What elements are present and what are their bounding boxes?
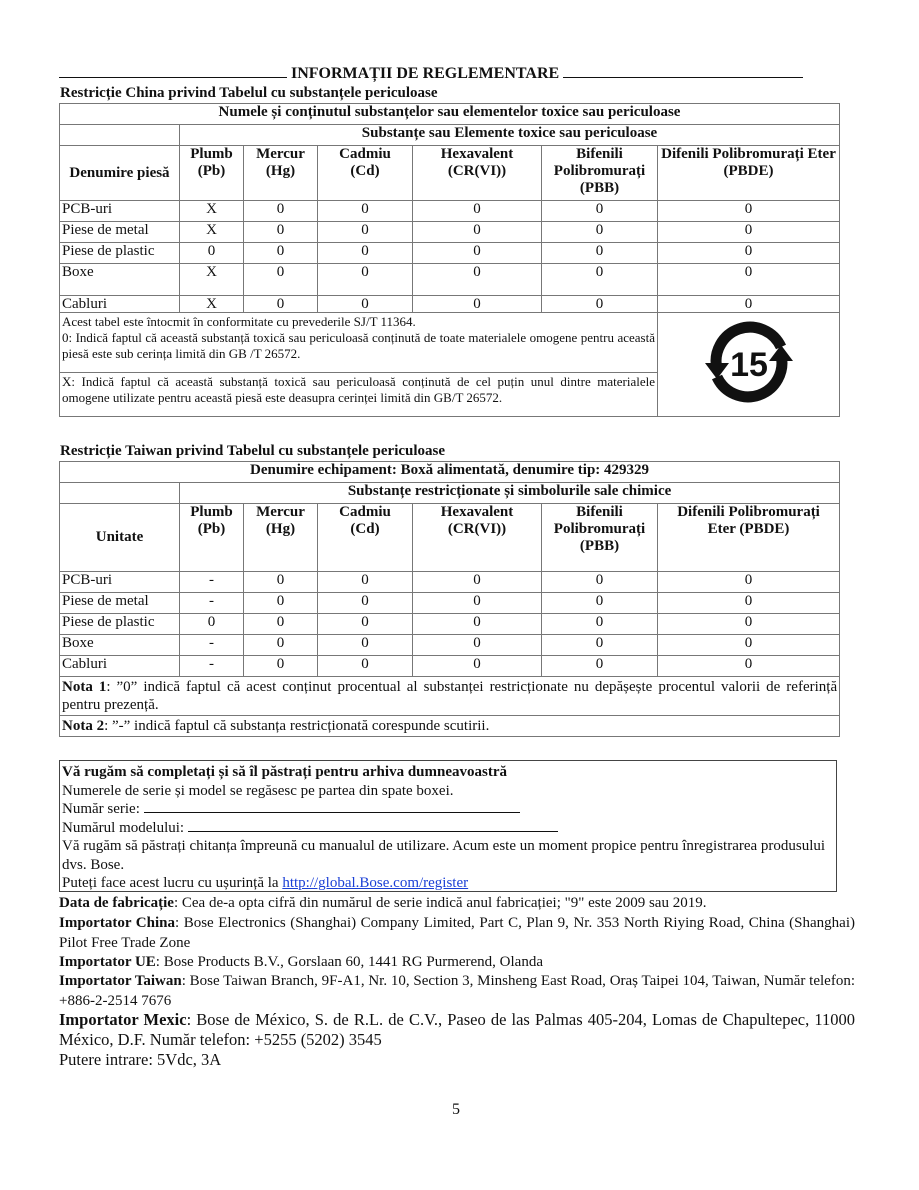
cell: 0 (658, 614, 840, 635)
cell: 0 (318, 593, 413, 614)
cell: 0 (542, 572, 658, 593)
model-label: Numărul modelului: (62, 819, 185, 836)
cell: 0 (542, 201, 658, 222)
col-header-hg: Mercur (Hg) (244, 504, 318, 572)
model-number-field[interactable] (188, 819, 558, 832)
cell: 0 (658, 572, 840, 593)
cell: 0 (658, 201, 840, 222)
col-header-pbde: Difenili Polibromurați Eter (PBDE) (658, 146, 840, 201)
cell: 0 (318, 572, 413, 593)
col-header-hg: Mercur (Hg) (244, 146, 318, 201)
china-heading: Restricție China privind Tabelul cu substanțele periculoase (60, 85, 438, 101)
cell: 0 (413, 593, 542, 614)
cell: 0 (180, 614, 244, 635)
cell: 0 (413, 614, 542, 635)
row-part: Cabluri (60, 296, 180, 313)
col-header-crvi: Hexavalent (CR(VI)) (413, 146, 542, 201)
cell: X (180, 201, 244, 222)
cell: 0 (244, 243, 318, 264)
table-row (60, 614, 840, 635)
row-part: Piese de plastic (60, 243, 180, 264)
cell: 0 (542, 296, 658, 313)
cell: 0 (318, 656, 413, 677)
table-row (60, 635, 840, 656)
row-part: Piese de plastic (60, 614, 180, 635)
china-note-0 (60, 313, 658, 373)
cell: 0 (542, 656, 658, 677)
title-rule-right (563, 64, 803, 78)
record-heading: Vă rugăm să completați și să îl păstrați pentru arhiva dumneavoastră (62, 764, 507, 780)
china-group-header: Substanțe sau Elemente toxice sau periculoase (180, 125, 840, 146)
cell: 0 (318, 635, 413, 656)
importer-china: Importator China: Bose Electronics (Shanghai) Company Limited, Part C, Plan 9, Nr. 353 North Riying Road, China (Shanghai) Pilot Free Trade Zone (59, 915, 855, 951)
cell: 0 (244, 201, 318, 222)
cell: 0 (318, 222, 413, 243)
china-note-x: X: Indică faptul că această substanță toxică sau periculoasă conținută de cel puțin unul dintre materialele omogene utilizate pentru această piesă este deasupra cerinței limită din GB/T 26572. (60, 373, 658, 417)
cell: 0 (658, 264, 840, 296)
cell: - (180, 635, 244, 656)
cell: 0 (180, 243, 244, 264)
cell: 0 (658, 656, 840, 677)
china-rohs-table (59, 103, 840, 417)
cell: 0 (244, 656, 318, 677)
taiwan-table-title: Denumire echipament: Boxă alimentată, denumire tip: 429329 (60, 462, 840, 483)
importer-eu: Importator UE: Bose Products B.V., Gorslaan 60, 1441 RG Purmerend, Olanda (59, 954, 543, 970)
cell: 0 (413, 656, 542, 677)
row-part: Boxe (60, 264, 180, 296)
china-table-title: Numele și conținutul substanțelor sau elementelor toxice sau periculoase (60, 104, 840, 125)
cell: 0 (244, 296, 318, 313)
register-link[interactable]: http://global.Bose.com/register (282, 875, 469, 891)
cell: 0 (542, 635, 658, 656)
register-text: Puteți face acest lucru cu ușurință la (62, 875, 283, 891)
col-header-crvi: Hexavalent (CR(VI)) (413, 504, 542, 572)
col-header-pbb: Bifenili Polibromurați (PBB) (542, 504, 658, 572)
cell: 0 (542, 264, 658, 296)
cell: 0 (542, 593, 658, 614)
cell: 0 (318, 201, 413, 222)
cell: 0 (413, 264, 542, 296)
cell: 0 (658, 635, 840, 656)
table-row (60, 656, 840, 677)
col-header-part: Denumire piesă (60, 146, 180, 201)
table-row (60, 201, 840, 222)
cell: 0 (413, 572, 542, 593)
eco-period-15-icon (699, 317, 799, 407)
record-line-3 (62, 874, 836, 893)
record-line-1: Numerele de serie și model se regăsesc pe partea din spate boxei. (62, 782, 454, 799)
cell: 0 (244, 572, 318, 593)
taiwan-rohs-table (59, 461, 840, 737)
page-title-text: INFORMAȚII DE REGLEMENTARE (291, 65, 560, 82)
table-row (60, 243, 840, 264)
note-zero: 0: Indică faptul că această substanță toxică sau periculoasă conținută de toate materialele omogene pentru această piesă este sub cerința limită din GB /T 26572. (62, 330, 655, 361)
serial-field-row (62, 800, 836, 819)
cell: - (180, 593, 244, 614)
cell: 0 (413, 243, 542, 264)
table-row (60, 572, 840, 593)
taiwan-note-2: Nota 2: ”-” indică faptul că substanța restricționată corespunde scutirii. (60, 716, 840, 737)
logo-cell (658, 313, 840, 417)
cell: 0 (244, 614, 318, 635)
col-header-cd: Cadmiu (Cd) (318, 146, 413, 201)
cell: - (180, 572, 244, 593)
taiwan-group-header: Substanțe restricționate și simbolurile sale chimice (180, 483, 840, 504)
table-row (60, 264, 840, 296)
cell: 0 (318, 614, 413, 635)
col-header-pb: Plumb (Pb) (180, 504, 244, 572)
cell: 0 (318, 296, 413, 313)
empty-cell (60, 125, 180, 146)
serial-label: Număr serie: (62, 801, 140, 817)
cell: 0 (244, 264, 318, 296)
importer-taiwan: Importator Taiwan: Bose Taiwan Branch, 9F-A1, Nr. 10, Section 3, Minsheng East Road, Oraș Taipei 104, Taiwan, Număr telefon: +886-2-2514 7676 (59, 973, 855, 1009)
title-rule-left (59, 64, 287, 78)
cell: 0 (244, 222, 318, 243)
cell: 0 (542, 614, 658, 635)
taiwan-note-1: Nota 1: ”0” indică faptul că acest conținut procentual al substanței restricționate nu depășește procentul valorii de referință pentru prezență. (60, 677, 840, 716)
cell: 0 (658, 296, 840, 313)
cell: 0 (318, 264, 413, 296)
cell: 0 (413, 635, 542, 656)
cell: 0 (658, 243, 840, 264)
cell: 0 (658, 593, 840, 614)
cell: 0 (244, 635, 318, 656)
record-line-2: Vă rugăm să păstrați chitanța împreună cu manualul de utilizare. Acum este un moment propice pentru înregistrarea produsului dvs. Bose. (62, 838, 826, 873)
cell: X (180, 296, 244, 313)
page-number: 5 (452, 1101, 460, 1118)
taiwan-heading: Restricție Taiwan privind Tabelul cu substanțele periculoase (60, 443, 446, 459)
cell: 0 (542, 243, 658, 264)
importer-mexic: Importator Mexic: Bose de México, S. de R.L. de C.V., Paseo de las Palmas 405-204, Lomas de Chapultepec, 11000 México, D.F. Număr telefon: +5255 (5202) 3545 (59, 1010, 855, 1049)
serial-number-field[interactable] (144, 800, 520, 813)
power-input: Putere intrare: 5Vdc, 3A (59, 1050, 222, 1069)
empty-cell (60, 483, 180, 504)
cell: 0 (413, 222, 542, 243)
cell: X (180, 222, 244, 243)
col-header-unit: Unitate (60, 504, 180, 572)
cell: 0 (542, 222, 658, 243)
page-title (59, 64, 841, 83)
table-row (60, 222, 840, 243)
row-part: PCB-uri (60, 201, 180, 222)
svg-text:15: 15 (729, 346, 768, 384)
row-part: Boxe (60, 635, 180, 656)
cell: 0 (413, 201, 542, 222)
row-part: Cabluri (60, 656, 180, 677)
cell: X (180, 264, 244, 296)
cell: 0 (244, 593, 318, 614)
row-part: Piese de metal (60, 222, 180, 243)
manufacture-date: Data de fabricație: Cea de-a opta cifră din numărul de serie indică anul fabricației; "9" este 2009 sau 2019. (59, 895, 707, 911)
col-header-pbb: Bifenili Polibromurați (PBB) (542, 146, 658, 201)
cell: - (180, 656, 244, 677)
row-part: Piese de metal (60, 593, 180, 614)
model-field-row (62, 819, 836, 838)
row-part: PCB-uri (60, 572, 180, 593)
record-box (59, 760, 837, 892)
table-row (60, 593, 840, 614)
cell: 0 (658, 222, 840, 243)
col-header-pbde: Difenili Polibromurați Eter (PBDE) (658, 504, 840, 572)
col-header-cd: Cadmiu (Cd) (318, 504, 413, 572)
table-row (60, 296, 840, 313)
cell: 0 (318, 243, 413, 264)
note-standard: Acest tabel este întocmit în conformitate cu prevederile SJ/T 11364. (62, 314, 416, 329)
cell: 0 (413, 296, 542, 313)
col-header-pb: Plumb (Pb) (180, 146, 244, 201)
